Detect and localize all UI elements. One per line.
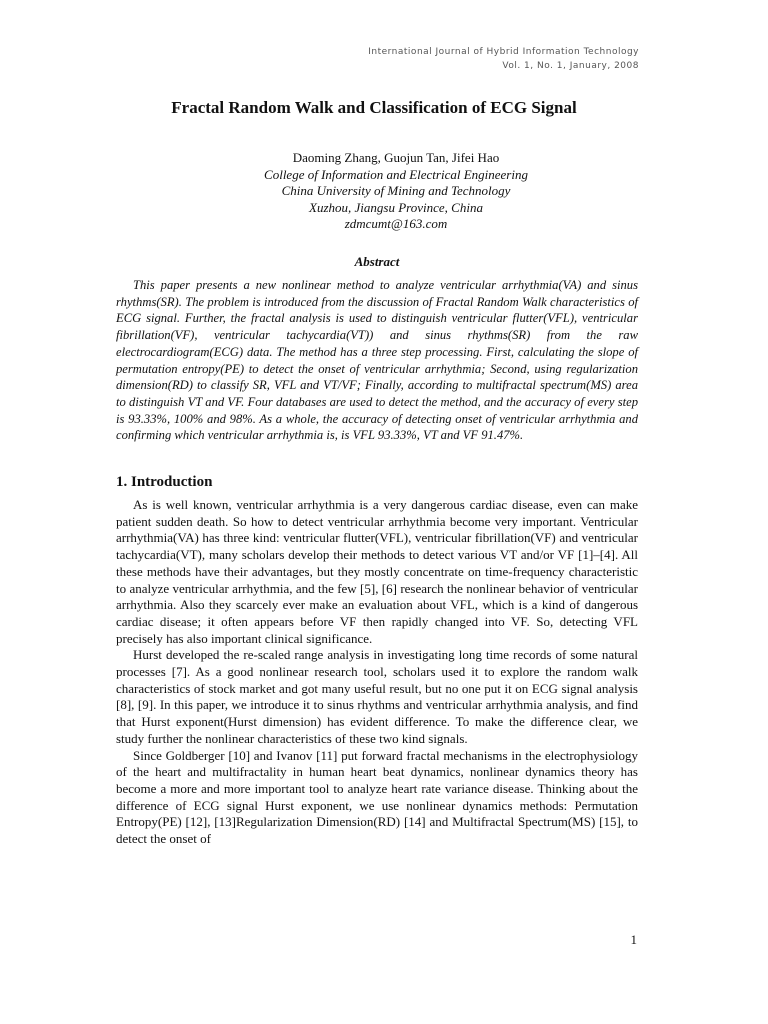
abstract-heading: Abstract <box>354 254 400 269</box>
author-names: Daoming Zhang, Guojun Tan, Jifei Hao <box>292 150 500 165</box>
introduction-body <box>116 497 638 848</box>
section-heading-introduction: 1. Introduction <box>116 474 213 490</box>
author-email: zdmcumt@163.com <box>344 216 448 231</box>
introduction-paragraph: Hurst developed the re-scaled range analysis in investigating long time records of some natural processes [7]. As a good nonlinear research tool, scholars used it to explore the random walk characteristics of stock market and got many useful result, but no one put it on ECG signal analysis [8], [9]. In this paper, we introduce it to sinus rhythms and ventricular arrhythmia analysis, and find that Hurst exponent(Hurst dimension) has evident difference. To make the difference clear, we study further the nonlinear characteristics of these two kind signals. <box>116 647 638 746</box>
journal-header <box>368 45 639 73</box>
affiliation-location: Xuzhou, Jiangsu Province, China <box>309 199 483 215</box>
abstract-text: This paper presents a new nonlinear method to analyze ventricular arrhythmia(VA) and sinus rhythms(SR). The problem is introduced from the discussion of Fractal Random Walk characteristics of ECG signal. Further, the fractal analysis is used to distinguish ventricular flutter(VFL), ventricular fibrillation(VF), ventricular tachycardia(VT)) and sinus rhythms(SR) from the raw electrocardiogram(ECG) data. The method has a three step processing. First, calculating the slope of permutation entropy(PE) to detect the onset of ventricular arrhythmia; Second, using regularization dimension(RD) to classify SR, VFL and VT/VF; Finally, according to multifractal spectrum(MS) area to distinguish VT and VF. Four databases are used to detect the method, and the accuracy of every step is 93.33%, 100% and 98%. As a whole, the accuracy of detecting onset of ventricular arrhythmia and confirming which ventricular arrhythmia is, is VFL 93.33%, VT and VF 91.47%. <box>116 278 638 443</box>
page-number: 1 <box>630 932 637 947</box>
affiliation-college: College of Information and Electrical Engineering <box>264 166 528 182</box>
paper-title: Fractal Random Walk and Classification of ECG Signal <box>171 98 577 117</box>
introduction-paragraph: As is well known, ventricular arrhythmia is a very dangerous cardiac disease, even can make patient sudden death. So how to detect ventricular arrhythmia become very important. Ventricular arrhythmia(VA) has three kind: ventricular flutter(VFL), ventricular fibrillation(VF) and ventricular tachycardia(VT), many scholars develop their methods to detect various VT and/or VF [1]–[4]. All these methods have their advantages, but they mostly concentrate on time-frequency characteristic to analyze ventricular arrhythmia, and the few [5], [6] research the nonlinear behavior of ventricular arrhythmia. Also they scarcely ever make an evaluation about VFL, which is a kind of dangerous cardiac disease; it often appears before VF then rapidly changed into VF. So, detecting VFL precisely has also important clinical significance. <box>116 497 638 646</box>
author-block <box>0 150 768 233</box>
introduction-paragraph: Since Goldberger [10] and Ivanov [11] put forward fractal mechanisms in the electrophysiology of the heart and multifractality in human heart beat dynamics, nonlinear dynamics theory has become a more and more important tool to analyze heart rate variance disease. Thinking about the difference of ECG signal Hurst exponent, we use nonlinear dynamics methods: Permutation Entropy(PE) [12], [13]Regularization Dimension(RD) [14] and Multifractal Spectrum(MS) [15], to detect the onset of <box>116 747 638 847</box>
journal-issue: Vol. 1, No. 1, January, 2008 <box>502 61 639 71</box>
journal-name: International Journal of Hybrid Information Technology <box>368 47 639 57</box>
affiliation-university: China University of Mining and Technology <box>281 183 511 198</box>
